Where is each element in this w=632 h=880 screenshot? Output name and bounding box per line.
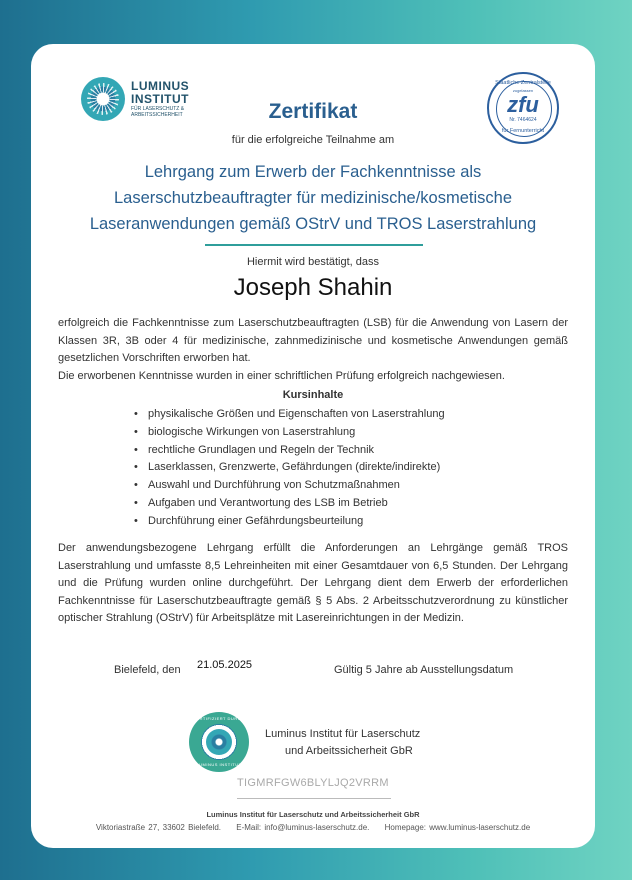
paragraph-course-details: Der anwendungsbezogene Lehrgang erfüllt die Anforderungen an Lehrgänge gemäß TROS Laserstrahlung und umfasste 8,5 Lehreinheiten mit einer Gesamtdauer von 6,5 Stunden. Der Lehrgang und die Prüfung wurden online durchgeführt. Der Lehrgang dient dem Erwerb der erforderlichen Fachkenntnisse für Laserschutzbeauftragte gemäß § 5 Abs. 2 Arbeitsschutzverordnung zu künstlicher optischer Strahlung (OStrV) für Arbeitsplätze mit Lasereinrichtungen in der Medizin. [58,542,568,624]
confirm-text: Hiermit wird bestätigt, dass [246,256,380,268]
bullet-icon: • [134,408,138,420]
bullet-icon: • [134,496,138,509]
seal-top-text: ZERTIFIZIERT DURCH [193,716,245,721]
list-item-text: Auswahl und Durchführung von Schutzmaßnahmen [148,479,400,492]
list-item-text: rechtliche Grundlagen und Regeln der Technik [148,443,375,456]
logo-line1: LUMINUS [131,78,190,93]
bullet-icon: • [134,425,138,438]
seal-sunburst-icon [206,729,232,755]
list-item [134,442,445,460]
seal-bottom-text: LUMINUS INSTITUT [196,762,242,767]
footer-contact [31,823,595,832]
list-item-text: Laserklassen, Grenzwerte, Gefährdungen (direkte/indirekte) [148,461,441,474]
zfu-number: Nr. 7464624 [509,117,537,123]
divider [205,244,423,246]
issue-date: 21.05.2025 [197,659,253,671]
certificate-title: Zertifikat [268,100,358,123]
list-item [134,406,445,424]
paragraph-achievement: erfolgreich die Fachkenntnisse zum Laserschutzbeauftragten (LSB) für die Anwendung von Lasern der Klassen 3R, 3B oder 4 für medizinische, zahnmedizinische und kosmetische Anwendungen gemäß gesetzlichen Vorschriften erworben hat. [58,317,568,364]
logo-line2: INSTITUT [131,91,189,106]
recipient-name: Joseph Shahin [233,274,393,301]
logo-line3: FÜR LASERSCHUTZ & ARBEITSSICHERHEIT [131,105,185,118]
list-item [134,424,445,442]
paragraph-exam: Die erworbenen Kenntnisse wurden in einer schriftlichen Prüfung erfolgreich nachgewiesen. [58,370,505,382]
bullet-icon: • [134,443,138,456]
zfu-mark: zfu [507,92,539,117]
bullet-icon: • [134,461,138,474]
kursinhalte-heading: Kursinhalte [282,389,344,401]
footer-address: Viktoriastraße 27, 33602 Bielefeld. [95,823,221,832]
course-line: Lehrgang zum Erwerb der Fachkenntnisse als [144,163,482,181]
list-item-text: Durchführung einer Gefährdungsbeurteilung [148,514,364,527]
luminus-seal [189,712,249,772]
zfu-top-text: Staatliche Zentralstelle [495,80,551,86]
footer-email: E-Mail: info@luminus-laserschutz.de. [236,823,370,832]
signature-line [237,798,391,799]
list-item [134,477,445,495]
bullet-icon: • [134,514,138,527]
course-title [31,159,595,237]
zfu-bottom-text: für Fernunterricht [501,128,545,134]
certificate-page [31,44,595,848]
org-name-line2: und Arbeitssicherheit GbR [285,745,413,757]
list-item-text: Aufgaben und Verantwortung des LSB im Betrieb [148,496,388,509]
org-name-line1: Luminus Institut für Laserschutz [265,728,421,740]
list-item [134,513,445,531]
list-item [134,459,445,477]
zfu-sub-text: zugelassen [512,88,534,93]
validity-text: Gültig 5 Jahre ab Ausstellungsdatum [334,664,514,676]
kursinhalte-list [134,406,445,531]
certificate-subtitle: für die erfolgreiche Teilnahme am [231,134,395,146]
list-item-text: biologische Wirkungen von Laserstrahlung [148,425,356,438]
list-item-text: physikalische Größen und Eigenschaften von Laserstrahlung [148,408,445,420]
bullet-icon: • [134,479,138,492]
issue-city: Bielefeld, den [114,664,181,676]
footer-org: Luminus Institut für Laserschutz und Arbeitssicherheit GbR [206,810,420,819]
course-line: Laseranwendungen gemäß OStrV und TROS Laserstrahlung [89,215,537,233]
verification-code: TIGMRFGW6BLYLJQ2VRRM [237,777,389,789]
footer-homepage: Homepage: www.luminus-laserschutz.de [384,823,531,832]
course-line: Laserschutzbeauftragter für medizinische/kosmetische [113,189,513,207]
list-item [134,495,445,513]
